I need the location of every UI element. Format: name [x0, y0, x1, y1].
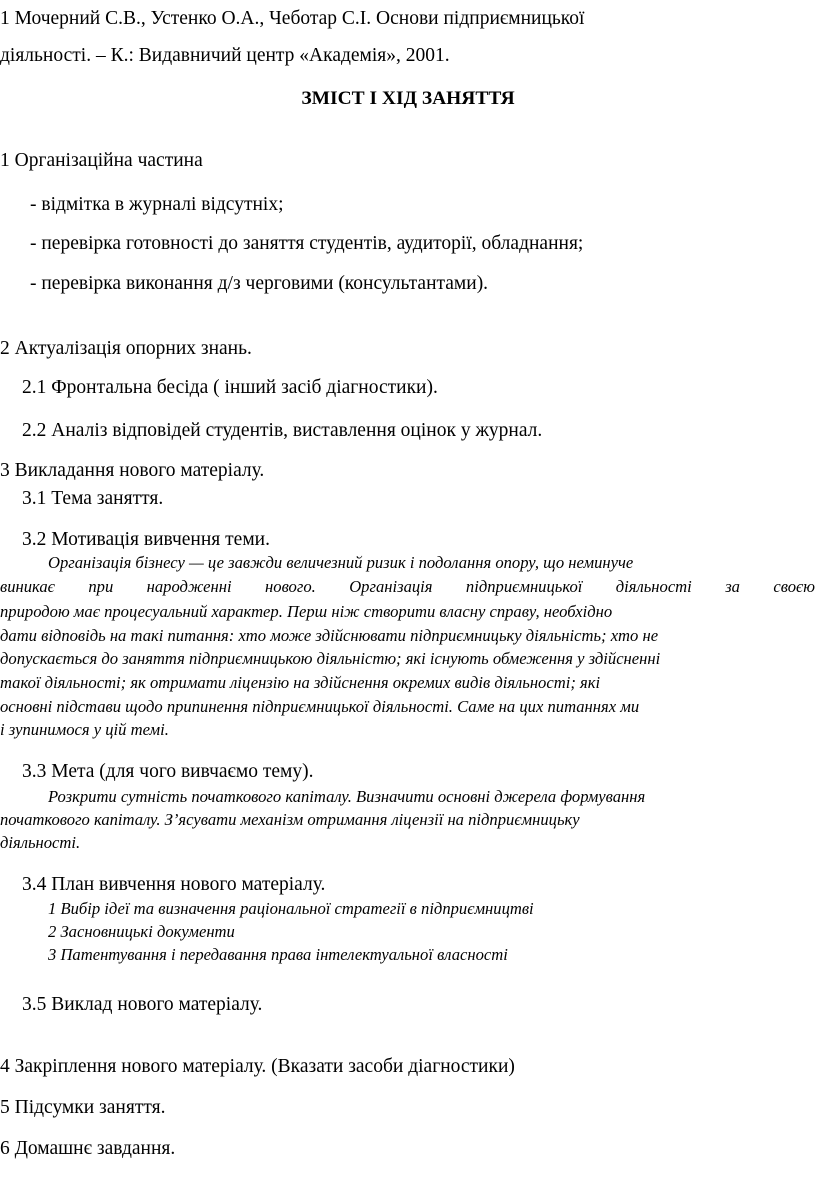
- subsection-3-2: 3.2 Мотивація вивчення теми.: [22, 529, 270, 550]
- section-6-heading: 6 Домашнє завдання.: [0, 1138, 176, 1159]
- justified-word: за: [725, 577, 740, 596]
- section-2-item: 2.1 Фронтальна бесіда ( інший засіб діагностики).: [22, 377, 438, 398]
- plan-item: 1 Вибір ідеї та визначення раціональної стратегії в підприємництві: [48, 899, 534, 918]
- subsection-3-5: 3.5 Виклад нового матеріалу.: [22, 994, 263, 1015]
- justified-word: Організація: [349, 577, 433, 596]
- motivation-line: [0, 576, 815, 598]
- subsection-3-4: 3.4 План вивчення нового матеріалу.: [22, 874, 326, 895]
- motivation-line: і зупинимося у цій темі.: [0, 720, 169, 739]
- plan-item: 3 Патентування і передавання права інтелектуальної власності: [48, 945, 508, 964]
- justified-word: народженні: [146, 577, 232, 596]
- page-title: ЗМІСТ І ХІД ЗАНЯТТЯ: [301, 88, 515, 109]
- justified-word: при: [88, 577, 114, 596]
- section-2-item: 2.2 Аналіз відповідей студентів, виставлення оцінок у журнал.: [22, 420, 543, 441]
- section-1-item: - перевірка виконання д/з черговими (консультантами).: [30, 273, 489, 294]
- section-1-item: - перевірка готовності до заняття студентів, аудиторії, обладнання;: [30, 233, 584, 254]
- justified-word: своєю: [773, 577, 815, 596]
- justified-word: підприємницької: [465, 577, 583, 596]
- goal-line: Розкрити сутність початкового капіталу. Визначити основні джерела формування: [48, 787, 646, 806]
- section-1-heading: 1 Організаційна частина: [0, 150, 203, 171]
- reference-line-1: 1 Мочерний С.В., Устенко О.А., Чеботар С.І. Основи підприємницької: [0, 8, 585, 29]
- section-2-heading: 2 Актуалізація опорних знань.: [0, 338, 252, 359]
- section-4-heading: 4 Закріплення нового матеріалу. (Вказати засоби діагностики): [0, 1056, 515, 1077]
- reference-line-2: діяльності. – К.: Видавничий центр «Академія», 2001.: [0, 45, 450, 66]
- justified-word: діяльності: [615, 577, 692, 596]
- goal-line: початкового капіталу. З’ясувати механізм отримання ліцензії на підприємницьку: [0, 810, 580, 829]
- subsection-3-1: 3.1 Тема заняття.: [22, 488, 164, 509]
- section-3-heading: 3 Викладання нового матеріалу.: [0, 460, 265, 481]
- motivation-line: дати відповідь на такі питання: хто може здійснювати підприємницьку діяльність; хто не: [0, 626, 659, 645]
- motivation-line: допускається до заняття підприємницькою діяльністю; які існують обмеження у здійсненні: [0, 649, 661, 668]
- section-5-heading: 5 Підсумки заняття.: [0, 1097, 166, 1118]
- justified-word: нового.: [265, 577, 316, 596]
- motivation-line: природою має процесуальний характер. Перш ніж створити власну справу, необхідно: [0, 602, 613, 621]
- motivation-line: такої діяльності; як отримати ліцензію на здійснення окремих видів діяльності; які: [0, 673, 601, 692]
- justified-word: виникає: [0, 577, 55, 596]
- goal-line: діяльності.: [0, 833, 81, 852]
- plan-item: 2 Засновницькі документи: [48, 922, 235, 941]
- motivation-line: Організація бізнесу — це завжди величезний ризик і подолання опору, що неминуче: [48, 553, 634, 572]
- motivation-line: основні підстави щодо припинення підприємницької діяльності. Саме на цих питаннях ми: [0, 697, 640, 716]
- section-1-item: - відмітка в журналі відсутніх;: [30, 194, 284, 215]
- subsection-3-3: 3.3 Мета (для чого вивчаємо тему).: [22, 761, 314, 782]
